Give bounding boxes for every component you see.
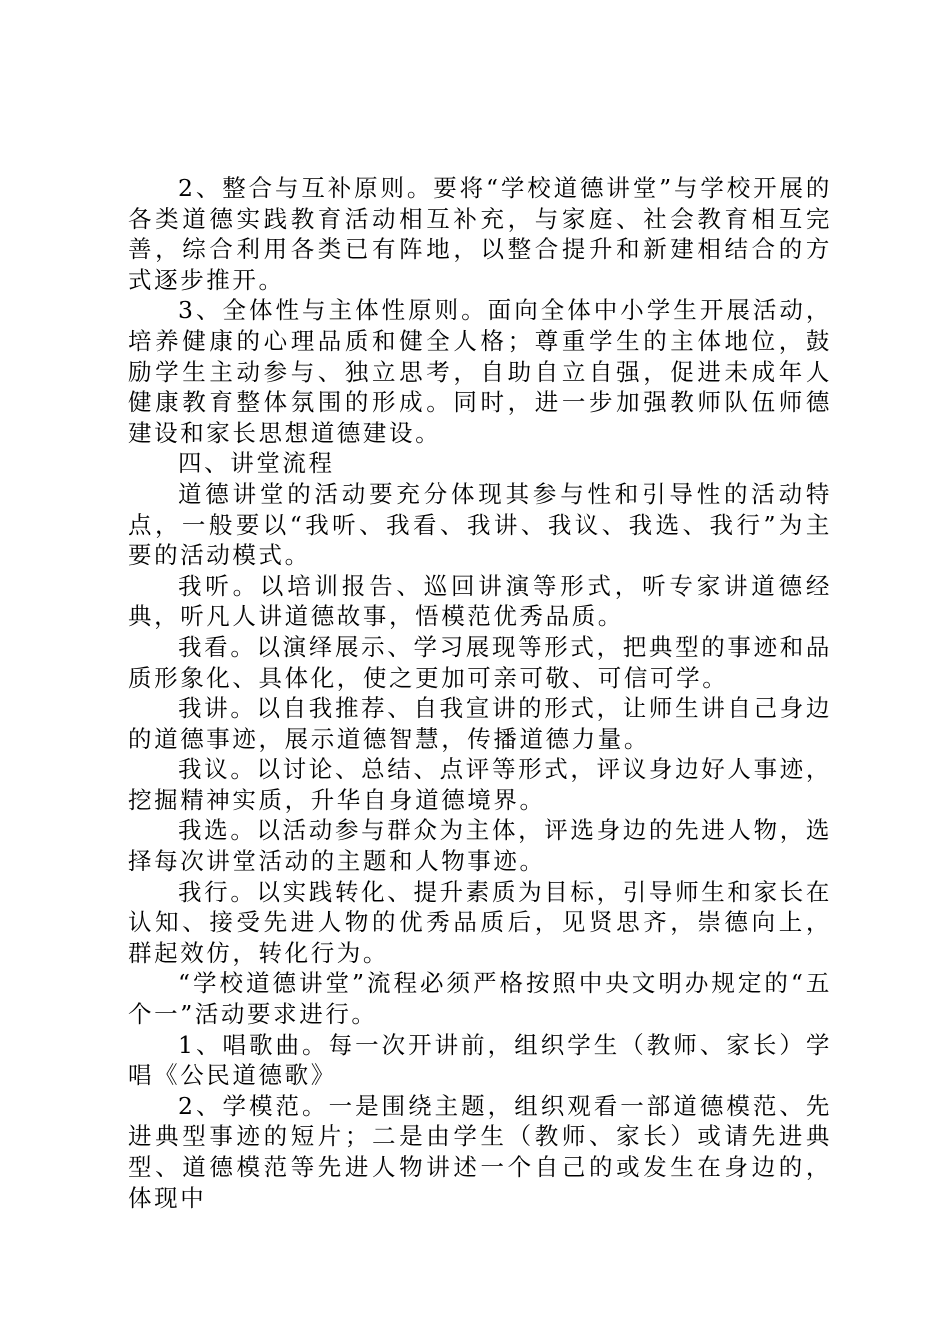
paragraph-i-select: 我选。以活动参与群众为主体，评选身边的先进人物，选择每次讲堂活动的主题和人物事迹。 (128, 816, 832, 876)
paragraph-learn-model: 2、学模范。一是围绕主题，组织观看一部道德模范、先进典型事迹的短片；二是由学生（教师、家长）或请先进典型、道德模范等先进人物讲述一个自己的或发生在身边的，体现中 (128, 1091, 832, 1212)
paragraph-principle-integration: 2、整合与互补原则。要将“学校道德讲堂”与学校开展的各类道德实践教育活动相互补充，与家庭、社会教育相互完善，综合利用各类已有阵地，以整合提升和新建相结合的方式逐步推开。 (128, 174, 832, 294)
paragraph-i-speak: 我讲。以自我推荐、自我宣讲的形式，让师生讲自己身边的道德事迹，展示道德智慧，传播道德力量。 (128, 694, 832, 753)
section-heading-lecture-process: 四、讲堂流程 (178, 449, 335, 478)
paragraph-i-watch: 我看。以演绎展示、学习展现等形式，把典型的事迹和品质形象化、具体化，使之更加可亲可敬、可信可学。 (128, 632, 832, 692)
paragraph-five-ones: “学校道德讲堂”流程必须严格按照中央文明办规定的“五个一”活动要求进行。 (128, 969, 832, 1029)
paragraph-principle-universality: 3、全体性与主体性原则。面向全体中小学生开展活动，培养健康的心理品质和健全人格；尊重学生的主体地位，鼓励学生主动参与、独立思考，自助自立自强，促进未成年人健康教育整体氛围的形成。同时，进一步加强教师队伍师德建设和家长思想道德建设。 (128, 296, 832, 447)
document-body (128, 173, 832, 1213)
paragraph-sing-song: 1、唱歌曲。每一次开讲前，组织学生（教师、家长）学唱《公民道德歌》 (128, 1030, 832, 1090)
paragraph-i-listen: 我听。以培训报告、巡回讲演等形式，听专家讲道德经典，听凡人讲道德故事，悟模范优秀品质。 (128, 571, 832, 631)
paragraph-i-discuss: 我议。以讨论、总结、点评等形式，评议身边好人事迹，挖掘精神实质，升华自身道德境界。 (128, 755, 832, 814)
paragraph-i-act: 我行。以实践转化、提升素质为目标，引导师生和家长在认知、接受先进人物的优秀品质后，见贤思齐，崇德向上，群起效仿，转化行为。 (128, 877, 832, 967)
paragraph-activity-mode: 道德讲堂的活动要充分体现其参与性和引导性的活动特点，一般要以“我听、我看、我讲、我议、我选、我行”为主要的活动模式。 (128, 479, 832, 570)
